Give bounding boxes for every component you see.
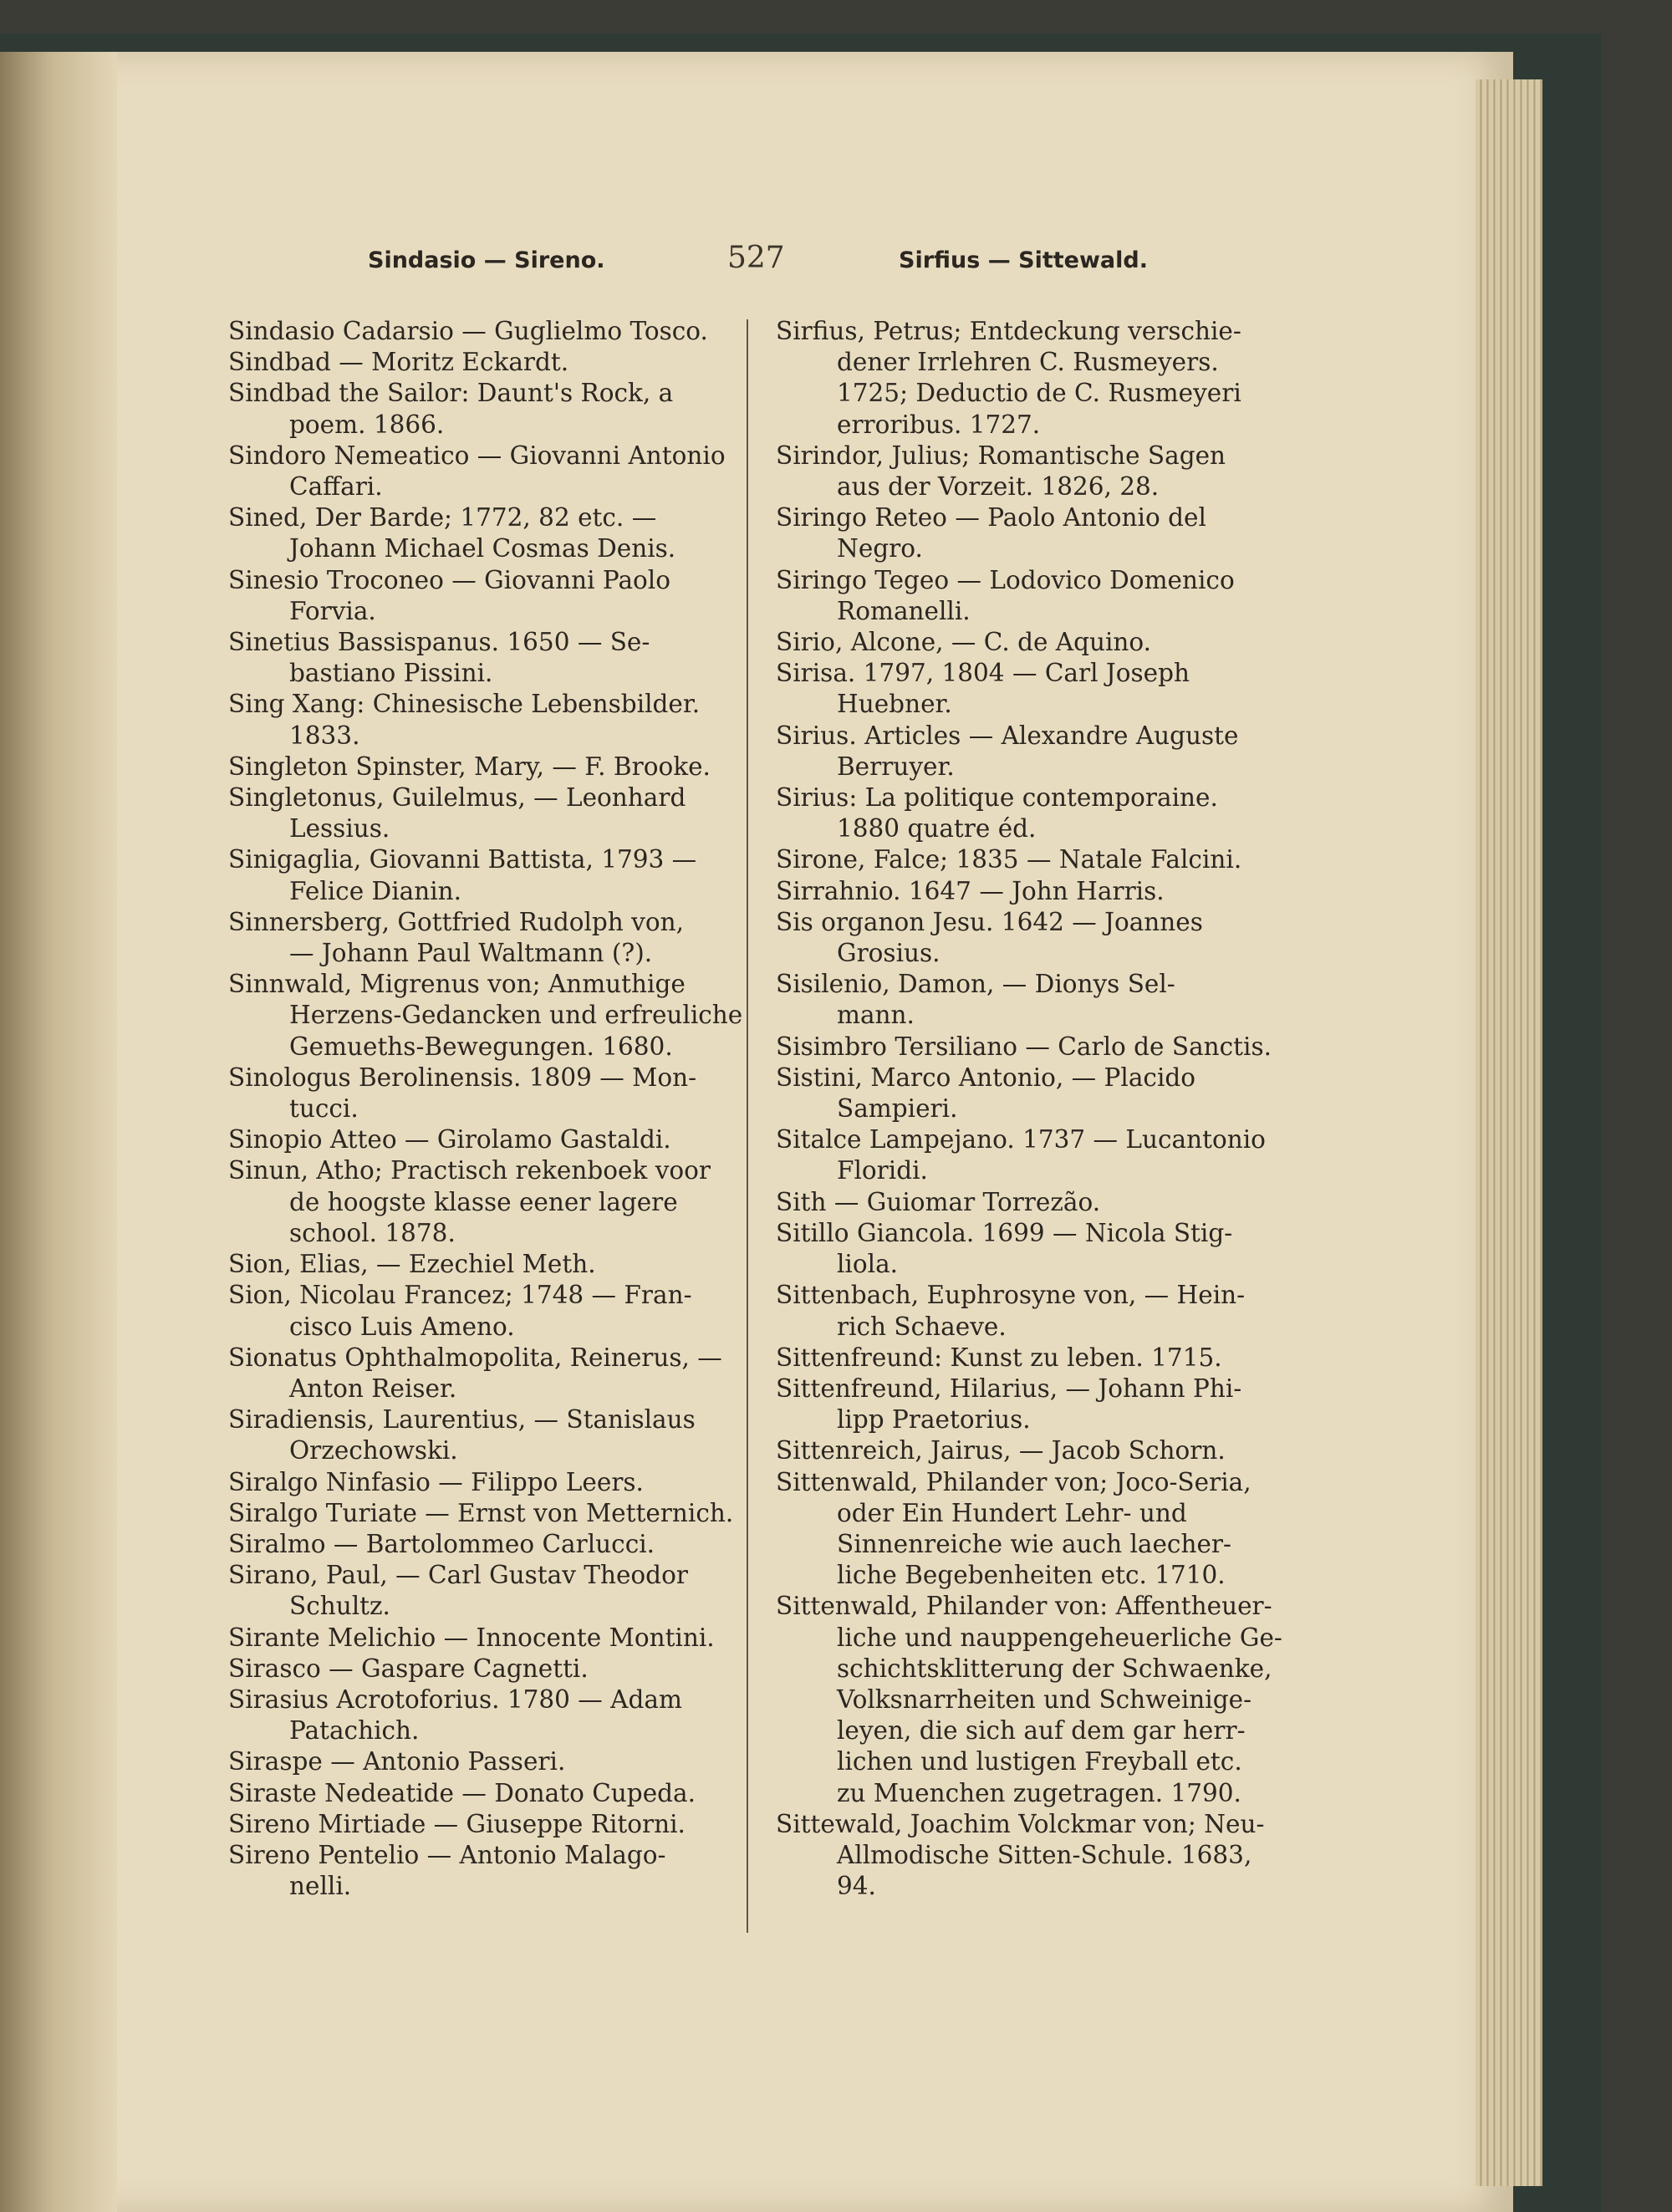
- entry-headword-line: Sittenbach, Euphrosyne von, — Hein-: [776, 1281, 1246, 1310]
- entry-continuation-line: school. 1878.: [289, 1218, 456, 1247]
- index-entry: [228, 1654, 721, 1684]
- entry-headword-line: Sinnersberg, Gottfried Rudolph von,: [228, 907, 684, 936]
- entry-continuation-line: tucci.: [289, 1094, 359, 1124]
- index-entry: [776, 658, 1269, 720]
- entry-headword-line: Sinopio Atteo — Girolamo Gastaldi.: [228, 1125, 671, 1154]
- page-gutter: [0, 52, 117, 2212]
- index-entry: [228, 969, 743, 1063]
- index-entry: [776, 1809, 1269, 1903]
- index-entry: [228, 502, 721, 564]
- entry-headword-line: Sindbad the Sailor: Daunt's Rock, a: [228, 379, 674, 408]
- entry-continuation-line: Gemueths-Bewegungen. 1680.: [289, 1032, 673, 1061]
- entry-continuation-line: Allmodische Sitten-Schule. 1683,: [837, 1840, 1252, 1869]
- index-entry: [228, 316, 721, 347]
- index-entry: [228, 907, 721, 969]
- entry-continuation-line: Lessius.: [289, 814, 390, 844]
- entry-headword-line: Siralgo Turiate — Ernst von Metternich.: [228, 1498, 734, 1527]
- entry-continuation-line: mann.: [837, 1001, 915, 1030]
- index-entry: [228, 441, 726, 502]
- entry-continuation-line: liola.: [837, 1250, 899, 1279]
- book-page: [0, 52, 1513, 2212]
- index-entry: [776, 627, 1269, 658]
- entry-continuation-line: Herzens-Gedancken und erfreuliche: [289, 1001, 743, 1030]
- entry-continuation-line: 1880 quatre éd.: [837, 814, 1037, 844]
- entry-headword-line: Sitillo Giancola. 1699 — Nicola Stig-: [776, 1218, 1233, 1247]
- entry-headword-line: Sirasius Acrotoforius. 1780 — Adam: [228, 1684, 682, 1714]
- entry-headword-line: Sionatus Ophthalmopolita, Reinerus, —: [228, 1343, 722, 1372]
- index-entry: [776, 782, 1269, 844]
- page-edges: [1476, 79, 1542, 2186]
- index-entry: [228, 1249, 721, 1280]
- right-column: [776, 316, 1282, 1902]
- entry-headword-line: Sittenfreund: Kunst zu leben. 1715.: [776, 1343, 1222, 1372]
- entry-continuation-line: Patachich.: [289, 1716, 420, 1746]
- entry-headword-line: Singletonus, Guilelmus, — Leonhard: [228, 783, 686, 813]
- index-entry: [228, 1840, 721, 1902]
- entry-headword-line: Siralgo Ninfasio — Filippo Leers.: [228, 1467, 644, 1496]
- entry-continuation-line: lichen und lustigen Freyball etc.: [837, 1747, 1242, 1776]
- entry-headword-line: Sirante Melichio — Innocente Montini.: [228, 1623, 715, 1652]
- index-entry: [228, 1467, 721, 1498]
- entry-headword-line: Siringo Reteo — Paolo Antonio del: [776, 503, 1206, 533]
- index-entry: [228, 689, 721, 751]
- running-header: [0, 241, 1672, 284]
- entry-continuation-line: Huebner.: [837, 690, 952, 719]
- entry-continuation-line: Volksnarrheiten und Schweinige-: [837, 1684, 1252, 1714]
- entry-continuation-line: schichtsklitterung der Schwaenke,: [837, 1654, 1272, 1683]
- index-entry: [228, 1529, 721, 1560]
- index-entry: [228, 347, 721, 378]
- entry-continuation-line: poem. 1866.: [289, 410, 445, 439]
- index-entry: [228, 844, 721, 906]
- entry-headword-line: Sistini, Marco Antonio, — Placido: [776, 1063, 1196, 1092]
- entry-headword-line: Sinun, Atho; Practisch rekenboek voor: [228, 1156, 711, 1185]
- index-entry: [228, 627, 721, 689]
- index-entry: [228, 1684, 721, 1746]
- index-entry: [776, 1467, 1269, 1592]
- entry-headword-line: Sindasio Cadarsio — Guglielmo Tosco.: [228, 317, 708, 345]
- entry-headword-line: Sis organon Jesu. 1642 — Joannes: [776, 907, 1203, 936]
- index-entry: [776, 1124, 1269, 1186]
- index-entry: [776, 1374, 1269, 1435]
- entry-headword-line: Sisimbro Tersiliano — Carlo de Sanctis.: [776, 1032, 1272, 1061]
- entry-continuation-line: Anton Reiser.: [289, 1374, 457, 1403]
- index-entry: [228, 1809, 721, 1840]
- entry-headword-line: Sing Xang: Chinesische Lebensbilder.: [228, 690, 701, 719]
- index-entry: [776, 1063, 1269, 1124]
- entry-continuation-line: 94.: [837, 1872, 876, 1901]
- entry-continuation-line: Floridi.: [837, 1156, 928, 1185]
- entry-headword-line: Sion, Elias, — Ezechiel Meth.: [228, 1250, 596, 1279]
- entry-continuation-line: Caffari.: [289, 472, 383, 502]
- index-entry: [228, 1063, 721, 1124]
- index-entry: [228, 1343, 721, 1404]
- entry-continuation-line: 1833.: [289, 721, 360, 750]
- entry-continuation-line: rich Schaeve.: [837, 1312, 1007, 1341]
- entry-continuation-line: bastiano Pissini.: [289, 659, 493, 688]
- entry-headword-line: Sirio, Alcone, — C. de Aquino.: [776, 628, 1152, 657]
- index-entry: [228, 1623, 721, 1654]
- header-left: Sindasio — Sireno.: [368, 247, 605, 273]
- entry-headword-line: Sinologus Berolinensis. 1809 — Mon-: [228, 1063, 697, 1092]
- entry-headword-line: Sittenreich, Jairus, — Jacob Schorn.: [776, 1436, 1226, 1465]
- index-entry: [776, 565, 1269, 627]
- entry-headword-line: Sirrahnio. 1647 — John Harris.: [776, 876, 1165, 905]
- entry-continuation-line: Sampieri.: [837, 1094, 958, 1124]
- index-entry: [776, 876, 1269, 907]
- entry-headword-line: Sittenwald, Philander von; Joco-Seria,: [776, 1467, 1251, 1496]
- entry-continuation-line: erroribus. 1727.: [837, 410, 1041, 439]
- entry-continuation-line: Orzechowski.: [289, 1436, 458, 1465]
- entry-headword-line: Sirone, Falce; 1835 — Natale Falcini.: [776, 845, 1242, 874]
- entry-headword-line: Sined, Der Barde; 1772, 82 etc. —: [228, 503, 657, 533]
- page-number: 527: [727, 241, 785, 275]
- entry-headword-line: Sinnwald, Migrenus von; Anmuthige: [228, 970, 686, 999]
- entry-continuation-line: Felice Dianin.: [289, 876, 462, 905]
- entry-continuation-line: dener Irrlehren C. Rusmeyers.: [837, 348, 1219, 377]
- entry-continuation-line: 1725; Deductio de C. Rusmeyeri: [837, 379, 1241, 408]
- entry-headword-line: Sindoro Nemeatico — Giovanni Antonio: [228, 441, 726, 470]
- entry-headword-line: Sith — Guiomar Torrezão.: [776, 1187, 1101, 1216]
- index-entry: [228, 378, 721, 440]
- index-entry: [776, 502, 1269, 564]
- entry-headword-line: Sirasco — Gaspare Cagnetti.: [228, 1654, 589, 1683]
- index-entry: [776, 1218, 1269, 1280]
- entry-headword-line: Sinesio Troconeo — Giovanni Paolo: [228, 565, 670, 594]
- index-entry: [228, 752, 721, 782]
- index-entry: [228, 1778, 721, 1809]
- entry-continuation-line: Berruyer.: [837, 752, 955, 781]
- index-entry: [228, 1124, 721, 1155]
- index-entry: [776, 441, 1269, 502]
- entry-headword-line: Sitalce Lampejano. 1737 — Lucantonio: [776, 1125, 1266, 1154]
- index-entry: [228, 1560, 721, 1622]
- entry-headword-line: Siralmo — Bartolommeo Carlucci.: [228, 1529, 655, 1558]
- entry-continuation-line: liche Begebenheiten etc. 1710.: [837, 1561, 1226, 1590]
- entry-headword-line: Sinetius Bassispanus. 1650 — Se-: [228, 628, 650, 657]
- entry-headword-line: Sirindor, Julius; Romantische Sagen: [776, 441, 1226, 470]
- entry-headword-line: Sirfius, Petrus; Entdeckung verschie-: [776, 317, 1241, 345]
- entry-headword-line: Sireno Pentelio — Antonio Malago-: [228, 1840, 666, 1869]
- index-entry: [776, 316, 1269, 441]
- entry-continuation-line: leyen, die sich auf dem gar herr-: [837, 1716, 1246, 1746]
- entry-headword-line: Siraste Nedeatide — Donato Cupeda.: [228, 1778, 696, 1807]
- index-entry: [228, 1404, 721, 1466]
- index-entry: [228, 1280, 721, 1342]
- index-entry: [776, 1032, 1272, 1063]
- entry-continuation-line: Schultz.: [289, 1592, 390, 1621]
- index-entry: [776, 1280, 1269, 1342]
- index-entry: [776, 721, 1269, 782]
- entry-headword-line: Sittewald, Joachim Volckmar von; Neu-: [776, 1809, 1265, 1838]
- column-divider: [747, 319, 748, 1933]
- entry-continuation-line: Romanelli.: [837, 596, 971, 625]
- index-entry: [228, 565, 721, 627]
- entry-continuation-line: oder Ein Hundert Lehr- und: [837, 1498, 1187, 1527]
- index-entry: [776, 1187, 1269, 1218]
- entry-continuation-line: Forvia.: [289, 596, 376, 625]
- index-entry: [776, 844, 1269, 875]
- left-column: [228, 316, 743, 1902]
- entry-headword-line: Sindbad — Moritz Eckardt.: [228, 348, 569, 377]
- entry-headword-line: Sireno Mirtiade — Giuseppe Ritorni.: [228, 1809, 686, 1838]
- index-entry: [776, 1591, 1282, 1808]
- entry-continuation-line: aus der Vorzeit. 1826, 28.: [837, 472, 1160, 502]
- index-entry: [228, 1746, 721, 1777]
- entry-continuation-line: cisco Luis Ameno.: [289, 1312, 515, 1341]
- entry-continuation-line: Grosius.: [837, 939, 940, 968]
- index-entry: [776, 907, 1269, 969]
- index-entry: [228, 1155, 721, 1249]
- index-entry: [228, 782, 721, 844]
- entry-continuation-line: de hoogste klasse eener lagere: [289, 1187, 678, 1216]
- entry-headword-line: Sittenwald, Philander von: Affentheuer-: [776, 1592, 1272, 1621]
- entry-continuation-line: zu Muenchen zugetragen. 1790.: [837, 1778, 1241, 1807]
- entry-continuation-line: Johann Michael Cosmas Denis.: [289, 534, 676, 563]
- entry-headword-line: Sirisa. 1797, 1804 — Carl Joseph: [776, 659, 1190, 688]
- entry-headword-line: Siradiensis, Laurentius, — Stanislaus: [228, 1405, 696, 1435]
- entry-headword-line: Sirius. Articles — Alexandre Auguste: [776, 721, 1239, 750]
- entry-headword-line: Siraspe — Antonio Passeri.: [228, 1747, 566, 1776]
- header-right: Sirfius — Sittewald.: [899, 247, 1148, 273]
- entry-headword-line: Sittenfreund, Hilarius, — Johann Phi-: [776, 1374, 1242, 1403]
- entry-continuation-line: — Johann Paul Waltmann (?).: [289, 939, 653, 968]
- index-entry: [228, 1498, 734, 1529]
- entry-continuation-line: lipp Praetorius.: [837, 1405, 1031, 1435]
- entry-headword-line: Sinigaglia, Giovanni Battista, 1793 —: [228, 845, 697, 874]
- entry-headword-line: Sirius: La politique contemporaine.: [776, 783, 1218, 813]
- index-entry: [776, 1435, 1269, 1466]
- entry-headword-line: Siringo Tegeo — Lodovico Domenico: [776, 565, 1235, 594]
- entry-continuation-line: liche und nauppengeheuerliche Ge-: [837, 1623, 1282, 1652]
- entry-continuation-line: nelli.: [289, 1872, 352, 1901]
- index-entry: [776, 1343, 1269, 1374]
- entry-headword-line: Singleton Spinster, Mary, — F. Brooke.: [228, 752, 711, 781]
- entry-headword-line: Sion, Nicolau Francez; 1748 — Fran-: [228, 1281, 692, 1310]
- entry-headword-line: Sirano, Paul, — Carl Gustav Theodor: [228, 1561, 688, 1590]
- entry-continuation-line: Negro.: [837, 534, 923, 563]
- entry-headword-line: Sisilenio, Damon, — Dionys Sel-: [776, 970, 1175, 999]
- entry-continuation-line: Sinnenreiche wie auch laecher-: [837, 1529, 1231, 1558]
- index-entry: [776, 969, 1269, 1031]
